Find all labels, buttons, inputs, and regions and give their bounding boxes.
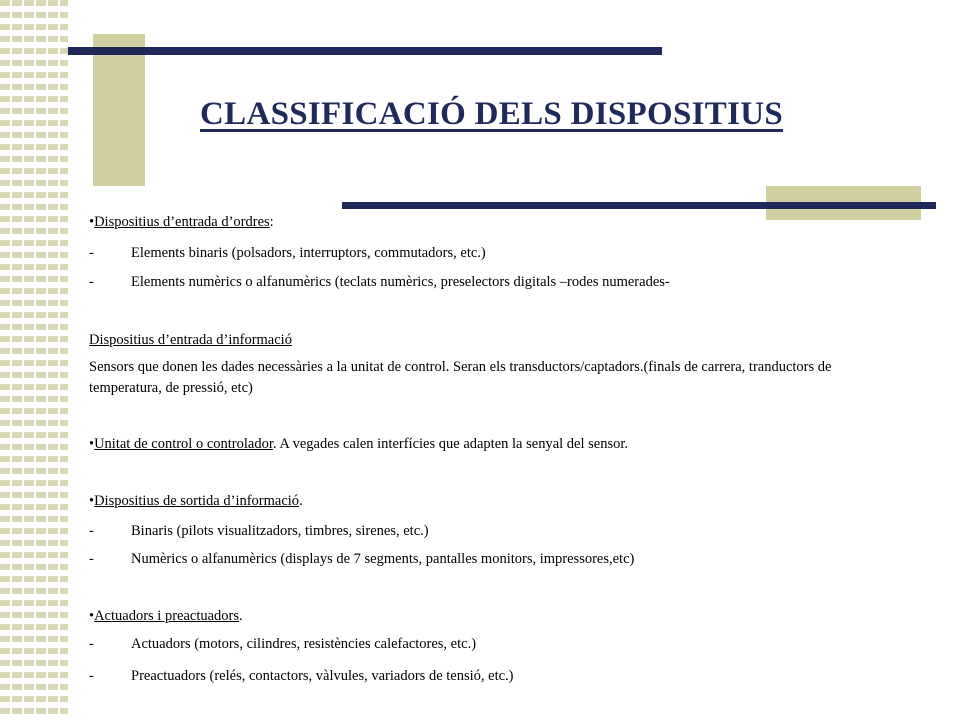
list-item-text: Binaris (pilots visualitzadors, timbres, sirenes, etc.) (131, 523, 429, 539)
bullet: • (89, 493, 95, 509)
list-item (89, 521, 429, 541)
section-heading-suffix: . (239, 608, 243, 624)
section-heading: Dispositius d’entrada d’informació (89, 332, 292, 348)
section-description: Sensors que donen les dades necessàries a la unitat de control. Seran els transductors/captadors.(finals de carrera, tranductors de temperatura, de pressió, etc) (89, 359, 832, 396)
section-input-orders (89, 212, 274, 232)
list-item (89, 549, 634, 569)
dash-marker: - (89, 274, 94, 290)
dash-marker: - (89, 551, 94, 567)
section-output-information (89, 491, 303, 511)
slide-title: CLASSIFICACIÓ DELS DISPOSITIUS (200, 96, 784, 132)
list-item (89, 666, 514, 686)
dash-marker: - (89, 245, 94, 261)
section-heading-suffix: : (269, 214, 274, 230)
dash-marker: - (89, 668, 94, 684)
bullet: • (89, 608, 95, 624)
section-heading: Actuadors i preactuadors (94, 608, 240, 624)
list-item-text: Actuadors (motors, cilindres, resistències calefactores, etc.) (131, 636, 477, 652)
section-input-information (89, 330, 292, 350)
section-actuators (89, 606, 243, 626)
navy-rule-top (68, 47, 662, 55)
list-item-text: Preactuadors (relés, contactors, vàlvules, variadors de tensió, etc.) (131, 668, 514, 684)
list-item-text: Elements binaris (polsadors, interruptors, commutadors, etc.) (131, 245, 486, 261)
bullet: • (89, 436, 95, 452)
section-heading: Dispositius d’entrada d’ordres (94, 214, 270, 230)
section-control-unit (89, 434, 628, 454)
section-heading-suffix: . (299, 493, 303, 509)
list-item (89, 272, 670, 292)
list-item-text: Elements numèrics o alfanumèrics (teclats numèrics, preselectors digitals –rodes numerades- (131, 274, 670, 290)
section-heading-suffix: . A vegades calen interfícies que adapten la senyal del sensor. (272, 436, 628, 452)
olive-decoration-block-top (93, 34, 145, 186)
bullet: • (89, 214, 95, 230)
list-item (89, 243, 486, 263)
dash-marker: - (89, 636, 94, 652)
side-stripe-pattern (0, 0, 68, 720)
section-heading: Dispositius de sortida d’informació (94, 493, 300, 509)
list-item (89, 634, 476, 654)
list-item-text: Numèrics o alfanumèrics (displays de 7 segments, pantalles monitors, impressores,etc) (131, 551, 635, 567)
dash-marker: - (89, 523, 94, 539)
section-heading: Unitat de control o controlador (94, 436, 273, 452)
navy-rule-right (342, 202, 936, 209)
